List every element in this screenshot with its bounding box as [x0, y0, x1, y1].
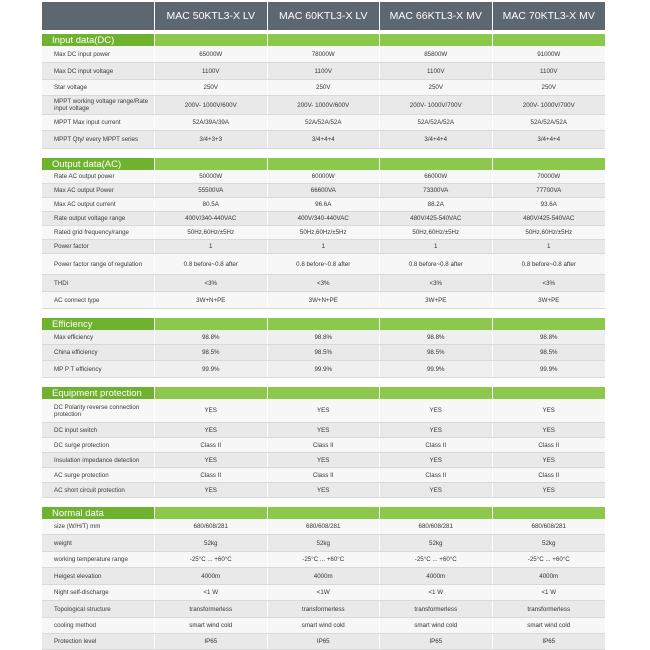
table-cell: 680/608/281: [268, 519, 381, 534]
table-cell: 1100V: [155, 63, 268, 79]
table-cell: Class II: [380, 468, 493, 482]
table-row: [42, 601, 605, 618]
table-cell: YES: [155, 423, 268, 437]
table-cell: 52A/39A/39A: [155, 115, 268, 130]
row-label: AC short circuit protection: [42, 483, 155, 497]
section-header-cell: [268, 157, 381, 170]
table-cell: 4000m: [493, 568, 606, 584]
row-label: DC Polarity reverse connection protection: [42, 399, 155, 422]
row-label: cooling method: [42, 618, 155, 633]
table-cell: 98.8%: [155, 330, 268, 344]
table-cell: 3/4+4+4: [380, 131, 493, 148]
table-cell: 250V: [493, 80, 606, 95]
row-label: Heigest elevation: [42, 568, 155, 584]
section-header-cell: [155, 157, 268, 170]
table-row: [42, 96, 605, 115]
table-cell: 50Hz,60Hz/±5Hz: [155, 226, 268, 239]
table-cell: <1W: [268, 585, 381, 600]
table-row: [42, 423, 605, 438]
table-cell: Class II: [155, 468, 268, 482]
section-header-cell: [268, 33, 381, 46]
row-label: AC connect type: [42, 292, 155, 308]
row-label: MPPT working voltage range/Rate input voltage: [42, 96, 155, 114]
table-cell: 99.9%: [493, 361, 606, 377]
section-header-cell: [155, 33, 268, 46]
table-cell: -25°C ... +60°C: [493, 552, 606, 567]
table-cell: 680/608/281: [493, 519, 606, 534]
table-cell: IP65: [493, 634, 606, 649]
table-cell: 66600VA: [268, 184, 381, 197]
table-cell: 99.9%: [268, 361, 381, 377]
section-title: Output data(AC): [42, 157, 155, 170]
section-title: Equipment protection: [42, 386, 155, 399]
row-label: Max AC output current: [42, 198, 155, 211]
column-header: MAC 70KTL3-X MV: [493, 2, 606, 30]
table-cell: 1: [155, 240, 268, 253]
table-cell: YES: [493, 423, 606, 437]
table-cell: 1100V: [493, 63, 606, 79]
section-header-cell: [380, 386, 493, 399]
table-cell: 200V- 1000V/600V: [155, 96, 268, 114]
table-cell: 88.2A: [380, 198, 493, 211]
table-cell: YES: [155, 399, 268, 422]
table-cell: 98.5%: [268, 345, 381, 360]
table-cell: 70000W: [493, 170, 606, 183]
table-cell: Class II: [268, 438, 381, 452]
row-label: DC input switch: [42, 423, 155, 437]
table-cell: <3%: [155, 275, 268, 291]
table-cell: Class II: [380, 438, 493, 452]
table-cell: YES: [155, 483, 268, 497]
table-cell: IP65: [380, 634, 493, 649]
section-header-cell: [493, 33, 606, 46]
table-cell: 3/4+4+4: [268, 131, 381, 148]
row-label: THDi: [42, 275, 155, 291]
table-cell: 98.8%: [268, 330, 381, 344]
table-cell: 4000m: [268, 568, 381, 584]
table-cell: 98.8%: [380, 330, 493, 344]
table-cell: 98.5%: [380, 345, 493, 360]
table-row: [42, 292, 605, 309]
table-header-row: [42, 2, 605, 30]
table-cell: <3%: [380, 275, 493, 291]
section-header-cell: [493, 317, 606, 330]
table-cell: transformerless: [380, 601, 493, 617]
table-cell: 50Hz,60Hz/±5Hz: [493, 226, 606, 239]
table-cell: 1100V: [380, 63, 493, 79]
table-cell: 52kg: [493, 535, 606, 551]
table-cell: 99.9%: [380, 361, 493, 377]
row-label: China efficiency: [42, 345, 155, 360]
table-row: [42, 212, 605, 226]
table-cell: 680/608/281: [155, 519, 268, 534]
table-row: [42, 361, 605, 378]
table-cell: smart wind cold: [155, 618, 268, 633]
table-cell: 1: [268, 240, 381, 253]
table-cell: 98.5%: [493, 345, 606, 360]
table-cell: 98.8%: [493, 330, 606, 344]
table-cell: smart wind cold: [493, 618, 606, 633]
section-header: [42, 506, 605, 519]
table-cell: YES: [155, 453, 268, 467]
table-cell: 1100V: [268, 63, 381, 79]
table-cell: <3%: [268, 275, 381, 291]
section-header-cell: [380, 317, 493, 330]
table-cell: 1: [493, 240, 606, 253]
table-cell: transformerless: [493, 601, 606, 617]
table-row: [42, 330, 605, 345]
table-cell: 60000W: [268, 170, 381, 183]
table-cell: 3W+PE: [493, 292, 606, 308]
table-cell: YES: [380, 483, 493, 497]
table-cell: 80.5A: [155, 198, 268, 211]
table-row: [42, 453, 605, 468]
table-cell: 3/4+4+4: [493, 131, 606, 148]
table-cell: 91000W: [493, 46, 606, 62]
table-cell: Class II: [493, 438, 606, 452]
table-row: [42, 552, 605, 568]
section-header-cell: [493, 386, 606, 399]
table-cell: smart wind cold: [380, 618, 493, 633]
table-cell: 250V: [380, 80, 493, 95]
header-corner: [42, 2, 155, 30]
table-cell: Class II: [493, 468, 606, 482]
section-header: [42, 33, 605, 46]
table-cell: 52A/52A/52A: [268, 115, 381, 130]
table-cell: <1 W: [380, 585, 493, 600]
row-label: Power factor range of regulation: [42, 254, 155, 274]
table-row: [42, 184, 605, 198]
table-row: [42, 438, 605, 453]
table-row: [42, 568, 605, 585]
row-label: working temperature range: [42, 552, 155, 567]
table-cell: 480V/425-540VAC: [493, 212, 606, 225]
table-row: [42, 399, 605, 423]
row-label: MP P T efficiency: [42, 361, 155, 377]
table-cell: 52A/52A/52A: [493, 115, 606, 130]
table-cell: 78000W: [268, 46, 381, 62]
table-cell: 200V- 1000V/600V: [268, 96, 381, 114]
table-cell: YES: [268, 399, 381, 422]
row-label: weight: [42, 535, 155, 551]
table-row: [42, 585, 605, 601]
table-cell: 55500VA: [155, 184, 268, 197]
table-cell: 52kg: [268, 535, 381, 551]
table-cell: 73300VA: [380, 184, 493, 197]
row-label: Max efficiency: [42, 330, 155, 344]
table-cell: -25°C ... +60°C: [268, 552, 381, 567]
row-label: DC surge protection: [42, 438, 155, 452]
row-label: Power factor: [42, 240, 155, 253]
table-cell: 0.8 before~0.8 after: [493, 254, 606, 274]
row-label: Protection level: [42, 634, 155, 649]
row-label: Star voltage: [42, 80, 155, 95]
row-label: size (W/H/T) mm: [42, 519, 155, 534]
table-cell: 400V/340-440VAC: [155, 212, 268, 225]
table-cell: 0.8 before~0.8 after: [155, 254, 268, 274]
table-cell: 250V: [268, 80, 381, 95]
table-cell: Class II: [268, 468, 381, 482]
table-row: [42, 254, 605, 275]
table-cell: YES: [493, 399, 606, 422]
table-cell: YES: [380, 423, 493, 437]
spec-table: [42, 2, 605, 650]
table-row: [42, 275, 605, 292]
section-header-cell: [268, 386, 381, 399]
section-header-cell: [380, 157, 493, 170]
table-row: [42, 170, 605, 184]
section-header-cell: [268, 317, 381, 330]
column-header: MAC 50KTL3-X LV: [155, 2, 268, 30]
table-row: [42, 535, 605, 552]
table-cell: YES: [268, 423, 381, 437]
table-row: [42, 634, 605, 650]
table-row: [42, 115, 605, 131]
column-header: MAC 66KTL3-X MV: [380, 2, 493, 30]
table-cell: 400V/340-440VAC: [268, 212, 381, 225]
section-header: [42, 317, 605, 330]
table-cell: 52kg: [380, 535, 493, 551]
table-cell: transformerless: [268, 601, 381, 617]
table-cell: Class II: [155, 438, 268, 452]
table-row: [42, 240, 605, 254]
table-cell: 96.6A: [268, 198, 381, 211]
table-row: [42, 345, 605, 361]
row-label: Rate output voltage range: [42, 212, 155, 225]
column-header: MAC 60KTL3-X LV: [268, 2, 381, 30]
section-header-cell: [380, 506, 493, 519]
table-cell: 3W+N+PE: [268, 292, 381, 308]
table-cell: 50000W: [155, 170, 268, 183]
table-cell: 3W+N+PE: [155, 292, 268, 308]
table-cell: <3%: [493, 275, 606, 291]
table-cell: -25°C ... +60°C: [155, 552, 268, 567]
table-cell: YES: [380, 399, 493, 422]
row-label: Max DC input voltage: [42, 63, 155, 79]
table-row: [42, 46, 605, 63]
table-cell: YES: [493, 453, 606, 467]
section-title: Normal data: [42, 506, 155, 519]
section-header-cell: [155, 317, 268, 330]
section-title: Input data(DC): [42, 33, 155, 46]
table-cell: <1 W: [155, 585, 268, 600]
table-row: [42, 63, 605, 80]
section-title: Efficiency: [42, 317, 155, 330]
table-row: [42, 468, 605, 483]
table-cell: 4000m: [380, 568, 493, 584]
row-label: MPPT Qty/ every MPPT series: [42, 131, 155, 148]
table-cell: 65000W: [155, 46, 268, 62]
row-label: Rate AC output power: [42, 170, 155, 183]
table-row: [42, 519, 605, 535]
table-row: [42, 483, 605, 498]
row-label: AC surge protection: [42, 468, 155, 482]
section-header-cell: [380, 33, 493, 46]
table-cell: 52kg: [155, 535, 268, 551]
section-header-cell: [155, 506, 268, 519]
table-row: [42, 618, 605, 634]
table-row: [42, 226, 605, 240]
table-cell: smart wind cold: [268, 618, 381, 633]
table-cell: YES: [268, 483, 381, 497]
table-cell: 250V: [155, 80, 268, 95]
section-header: [42, 157, 605, 170]
section-header-cell: [155, 386, 268, 399]
table-cell: 50Hz,60Hz/±5Hz: [380, 226, 493, 239]
table-cell: YES: [493, 483, 606, 497]
table-cell: 77700VA: [493, 184, 606, 197]
section-header-cell: [268, 506, 381, 519]
table-cell: <1 W: [493, 585, 606, 600]
table-row: [42, 131, 605, 149]
table-cell: 93.6A: [493, 198, 606, 211]
table-cell: 85800W: [380, 46, 493, 62]
row-label: Insulation impedance detection: [42, 453, 155, 467]
table-cell: 52A/52A/52A: [380, 115, 493, 130]
table-cell: 99.9%: [155, 361, 268, 377]
table-cell: 3/4+3+3: [155, 131, 268, 148]
table-cell: YES: [380, 453, 493, 467]
row-label: Night self-discharge: [42, 585, 155, 600]
table-cell: 3W+PE: [380, 292, 493, 308]
table-cell: 680/608/281: [380, 519, 493, 534]
table-row: [42, 198, 605, 212]
table-cell: 0.8 before~0.8 after: [380, 254, 493, 274]
table-cell: 4000m: [155, 568, 268, 584]
table-cell: transformerless: [155, 601, 268, 617]
table-cell: IP65: [155, 634, 268, 649]
row-label: Rated grid frequency/range: [42, 226, 155, 239]
row-label: Topological structure: [42, 601, 155, 617]
table-cell: YES: [268, 453, 381, 467]
table-cell: 66000W: [380, 170, 493, 183]
section-header: [42, 386, 605, 399]
row-label: MPPT Max input current: [42, 115, 155, 130]
row-label: Max AC output Power: [42, 184, 155, 197]
table-cell: 200V- 1000V/700V: [493, 96, 606, 114]
table-row: [42, 80, 605, 96]
table-cell: 480V/425-540VAC: [380, 212, 493, 225]
table-cell: -25°C ... +60°C: [380, 552, 493, 567]
row-label: Max DC input power: [42, 46, 155, 62]
table-cell: 200V- 1000V/700V: [380, 96, 493, 114]
table-cell: 50Hz,60Hz/±5Hz: [268, 226, 381, 239]
section-header-cell: [493, 506, 606, 519]
table-cell: IP65: [268, 634, 381, 649]
table-cell: 0.8 before~0.8 after: [268, 254, 381, 274]
table-cell: 98.5%: [155, 345, 268, 360]
section-header-cell: [493, 157, 606, 170]
table-cell: 1: [380, 240, 493, 253]
